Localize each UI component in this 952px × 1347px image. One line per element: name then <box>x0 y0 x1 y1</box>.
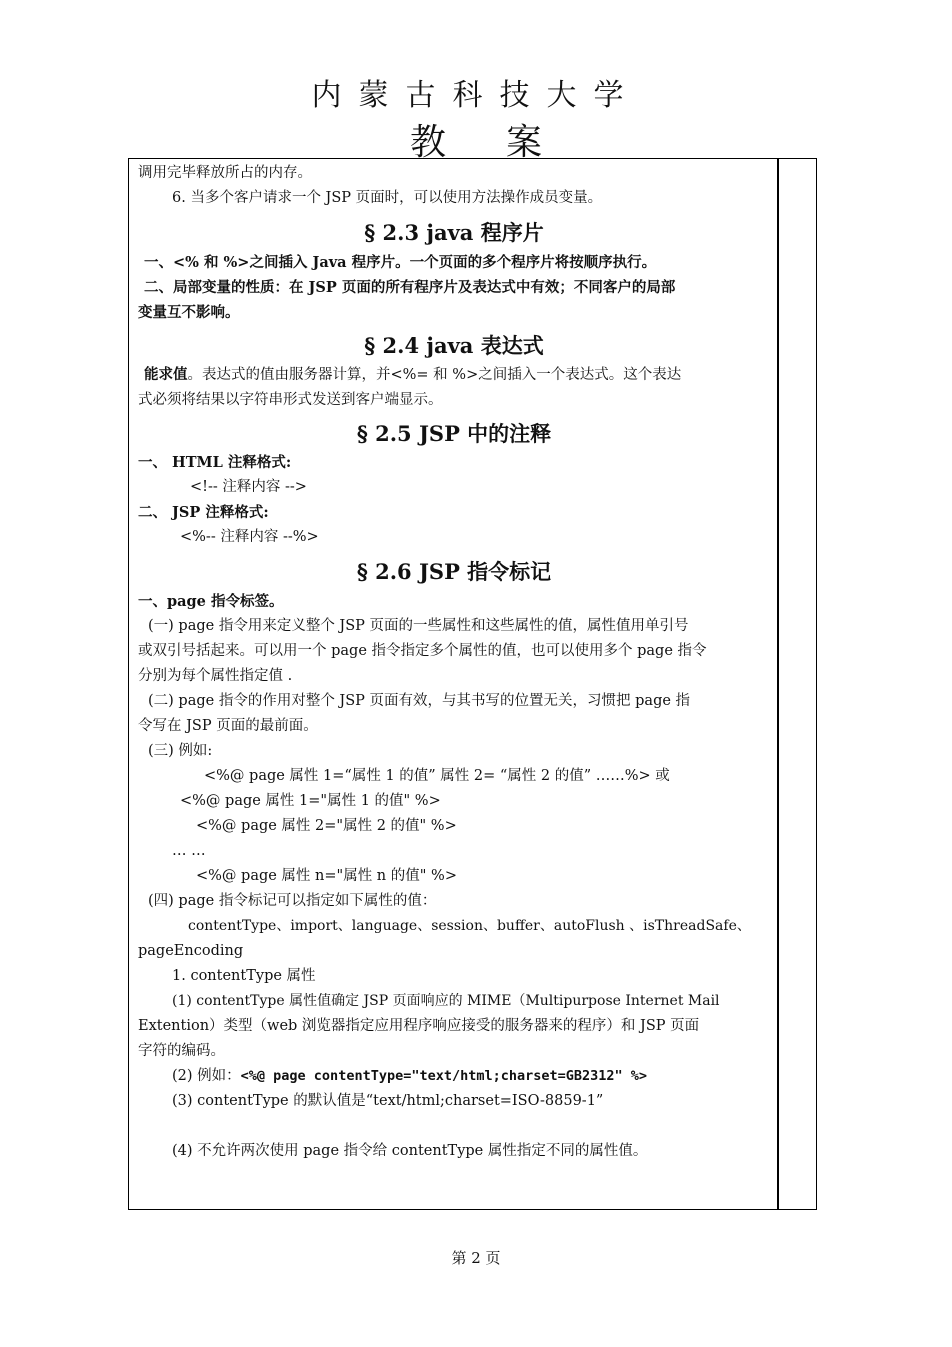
text-line: 或双引号括起来。可以用一个 page 指令指定多个属性的值，也可以使用多个 page 指令 <box>138 643 707 659</box>
main-content <box>138 161 770 1164</box>
text-line: 令写在 JSP 页面的最前面。 <box>138 718 318 734</box>
page-number: 第 2 页 <box>451 1249 501 1267</box>
bold-term: 能求值 <box>144 366 188 383</box>
text-line: 一、page 指令标签。 <box>138 593 284 610</box>
text-line: 分别为每个属性指定值 . <box>138 668 293 684</box>
text-line: (四) page 指令标记可以指定如下属性的值： <box>148 893 437 909</box>
column-divider <box>777 159 779 1209</box>
text-line: 一、 HTML 注释格式: <box>138 454 292 471</box>
doc-type-char-1: 教 <box>409 122 446 163</box>
text-span: 。表达式的值由服务器计算，并<%= 和 %>之间插入一个表达式。这个表达 <box>187 367 682 383</box>
text-line: 一、<% 和 %>之间插入 Java 程序片。一个页面的多个程序片将按顺序执行。 <box>144 254 657 271</box>
text-line: (4) 不允许两次使用 page 指令给 contentType 属性指定不同的属性值。 <box>172 1143 648 1159</box>
code-line: <%@ page 属性 1="属性 1 的值" %> <box>180 793 441 809</box>
text-line <box>138 362 770 388</box>
text-line: <!-- 注释内容 --> <box>190 479 307 495</box>
code-line: <%@ page 属性 n="属性 n 的值" %> <box>196 868 457 884</box>
section-heading-2-5: § 2.5 JSP 中的注释 <box>356 421 552 446</box>
text-line: <%-- 注释内容 --%> <box>180 529 319 545</box>
text-line: 调用完毕释放所占的内存。 <box>138 165 312 181</box>
text-line: 变量互不影响。 <box>138 304 240 321</box>
text-line: contentType、import、language、session、buffer、autoFlush 、isThreadSafe、 <box>188 918 751 934</box>
text-line: pageEncoding <box>138 943 244 959</box>
text-line: 字符的编码。 <box>138 1043 225 1059</box>
code-line: … … <box>172 843 206 859</box>
text-line: 1. contentType 属性 <box>172 968 316 984</box>
text-line: Extention）类型（web 浏览器指定应用程序响应接受的服务器来的程序）和 JSP 页面 <box>138 1018 700 1034</box>
section-heading-2-3: § 2.3 java 程序片 <box>364 220 544 245</box>
text-line: (1) contentType 属性值确定 JSP 页面响应的 MIME（Multipurpose Internet Mail <box>172 993 720 1009</box>
text-line: (二) page 指令的作用对整个 JSP 页面有效，与其书写的位置无关，习惯把 page 指 <box>148 693 691 709</box>
text-line: (3) contentType 的默认值是“text/html;charset=ISO-8859-1” <box>172 1093 604 1109</box>
content-table <box>128 158 817 1210</box>
text-line <box>138 1064 770 1089</box>
section-heading-2-4: § 2.4 java 表达式 <box>364 333 544 358</box>
text-line: 6. 当多个客户请求一个 JSP 页面时，可以使用方法操作成员变量。 <box>172 190 603 206</box>
text-line: (三) 例如: <box>148 743 213 759</box>
code-example: <%@ page contentType="text/html;charset=GB2312" %> <box>240 1068 648 1084</box>
text-line: 二、局部变量的性质：在 JSP 页面的所有程序片及表达式中有效；不同客户的局部 <box>144 279 676 296</box>
section-heading-2-6: § 2.6 JSP 指令标记 <box>356 559 552 584</box>
text-line: 式必须将结果以字符串形式发送到客户端显示。 <box>138 392 443 408</box>
text-line: (一) page 指令用来定义整个 JSP 页面的一些属性和这些属性的值，属性值用单引号 <box>148 618 689 634</box>
text-span: (2) 例如： <box>172 1068 241 1084</box>
university-title: 内蒙古科技大学 <box>311 78 641 113</box>
code-line: <%@ page 属性 1=“属性 1 的值” 属性 2= “属性 2 的值” ……%> 或 <box>204 768 670 784</box>
doc-type-char-2: 案 <box>506 122 543 163</box>
code-line: <%@ page 属性 2="属性 2 的值" %> <box>196 818 457 834</box>
text-line: 二、 JSP 注释格式: <box>138 504 269 521</box>
